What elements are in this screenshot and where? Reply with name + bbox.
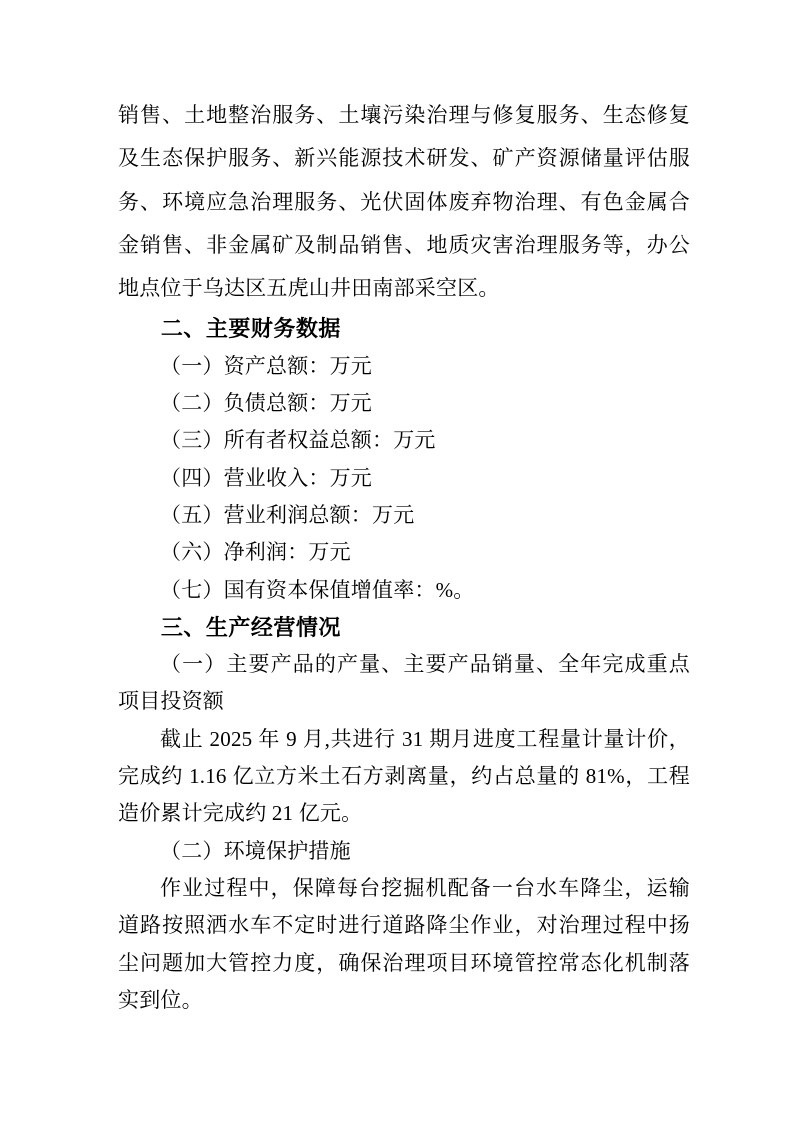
paragraph-line: 道路按照洒水车不定时进行道路降尘作业，对治理过程中扬 bbox=[118, 913, 690, 938]
paragraph-line: 销售、土地整治服务、土壤污染治理与修复服务、生态修复 bbox=[118, 103, 690, 127]
paragraph-line: 实到位。 bbox=[118, 987, 203, 1012]
finance-item-capital-preservation-rate: （七）国有资本保值增值率：%。 bbox=[160, 577, 475, 602]
finance-item-liabilities: （二）负债总额：万元 bbox=[160, 391, 372, 416]
page-text-block bbox=[118, 94, 690, 1019]
section-heading-finance: 二、主要财务数据 bbox=[160, 316, 341, 342]
paragraph-line: （一）主要产品的产量、主要产品销量、全年完成重点 bbox=[160, 652, 690, 677]
section-heading-production: 三、生产经营情况 bbox=[160, 614, 341, 640]
finance-item-operating-profit: （五）营业利润总额：万元 bbox=[160, 502, 415, 527]
paragraph-project-progress bbox=[118, 721, 690, 833]
finance-item-net-profit: （六）净利润：万元 bbox=[160, 540, 351, 565]
section-production-operation bbox=[118, 609, 690, 1019]
subitem-environmental-protection: （二）环境保护措施 bbox=[160, 838, 351, 863]
section-financial-data bbox=[118, 310, 690, 608]
paragraph-line: 地点位于乌达区五虎山井田南部采空区。 bbox=[118, 276, 500, 301]
paragraph-dust-control bbox=[118, 870, 690, 1019]
paragraph-line: 截止 2025 年 9 月,共进行 31 期月进度工程量计量计价， bbox=[160, 726, 690, 751]
paragraph-line: 金销售、非金属矿及制品销售、地质灾害治理服务等，办公 bbox=[118, 232, 690, 257]
subitem-products-investment bbox=[118, 646, 690, 721]
finance-item-owner-equity: （三）所有者权益总额：万元 bbox=[160, 428, 436, 453]
paragraph-line: 务、环境应急治理服务、光伏固体废弃物治理、有色金属合 bbox=[118, 189, 690, 214]
finance-item-assets: （一）资产总额：万元 bbox=[160, 353, 372, 378]
paragraph-line: 及生态保护服务、新兴能源技术研发、矿产资源储量评估服 bbox=[118, 146, 690, 171]
paragraph-line: 项目投资额 bbox=[118, 689, 224, 714]
paragraph-line: 作业过程中，保障每台挖掘机配备一台水车降尘，运输 bbox=[160, 875, 690, 900]
finance-item-revenue: （四）营业收入：万元 bbox=[160, 465, 372, 490]
paragraph-line: 造价累计完成约 21 亿元。 bbox=[118, 801, 363, 826]
paragraph-business-scope bbox=[118, 94, 690, 310]
paragraph-line: 尘问题加大管控力度，确保治理项目环境管控常态化机制落 bbox=[118, 950, 690, 975]
paragraph-line: 完成约 1.16 亿立方米土石方剥离量，约占总量的 81%，工程 bbox=[118, 764, 690, 789]
